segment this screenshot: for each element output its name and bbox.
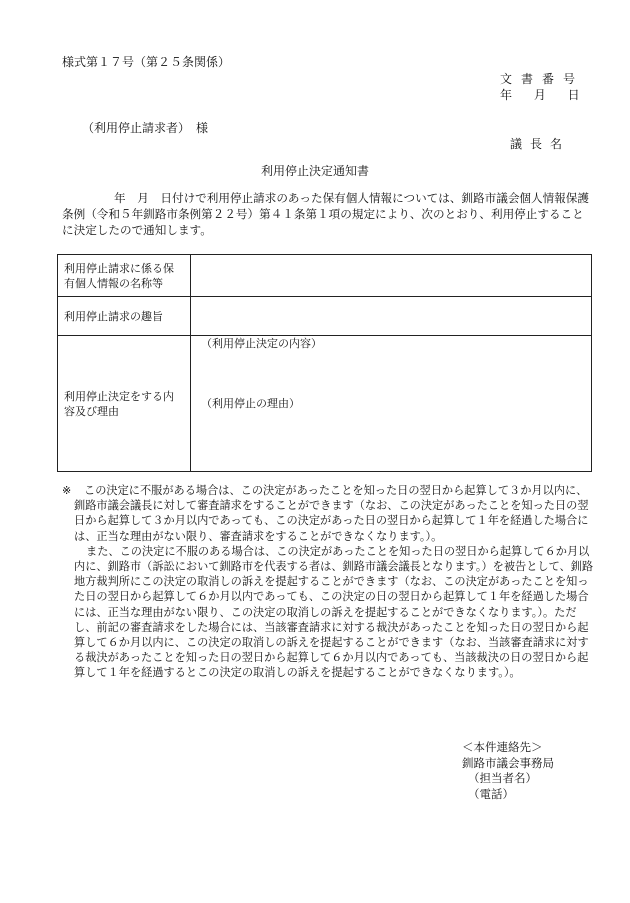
- note-paragraph-1: [62, 483, 594, 544]
- row-label-info-name: 利用停止請求に係る保有個人情報の名称等: [58, 255, 191, 297]
- value-cell-decision: [191, 336, 592, 472]
- table-row: [58, 336, 592, 472]
- note-mark: ※: [62, 484, 72, 497]
- table-row: [58, 255, 592, 297]
- contact-person: （担当者名）: [468, 771, 537, 785]
- document-title: 利用停止決定通知書: [260, 164, 369, 178]
- notes-section: [62, 483, 594, 681]
- chair-name-label: 議長名: [510, 137, 571, 151]
- value-cell-info-name: [191, 255, 592, 297]
- row-label-decision: 利用停止決定をする内容及び理由: [58, 336, 191, 472]
- intro-paragraph: 年 月 日付けで利用停止請求のあった保有個人情報については、釧路市議会個人情報保護条例（令和５年釧路市条例第２２号）第４１条第１項の規定により、次のとおり、利用停止することに決定したので通知します。: [62, 191, 589, 237]
- contact-block: [462, 740, 554, 802]
- contact-heading: ＜本件連絡先＞: [462, 740, 543, 754]
- contact-office: 釧路市議会事務局: [462, 755, 554, 770]
- note-paragraph-2: また、この決定に不服のある場合は、この決定があったことを知った日の翌日から起算して６か月以内に、釧路市（訴訟において釧路市を代表する者は、釧路市議会議長となります。）を被告として、釧路地方裁判所にこの決定の取消しの訴えを提起することができます（なお、この決定があったことを知った日の翌日から起算して６か月以内であっても、この決定の日の翌日から起算して１年を経過した場合には、正当な理由がない限り、この決定の取消しの訴えを提起することができなくなります。）。ただし、前記の審査請求をした場合には、当該審査請求に対する裁決があったことを知った日の翌日から起算して６か月以内に、この決定の取消しの訴えを提起することができます（なお、当該審査請求に対する裁決があったことを知った日の翌日から起算して６か月以内であっても、当該裁決の日の翌日から起算して１年を経過するとこの決定の取消しの訴えを提起することができなくなります。）。: [74, 544, 594, 680]
- requester-label: （利用停止請求者） 様: [82, 121, 209, 135]
- value-cell-request-purpose: [191, 297, 592, 336]
- decision-content-label: （利用停止決定の内容）: [201, 337, 322, 350]
- note-text-1: この決定に不服がある場合は、この決定があったことを知った日の翌日から起算して３か月以内に、釧路市議会議長に対して審査請求をすることができます（なお、この決定があったことを知った日の翌日から起算して３か月以内であっても、この決定があった日の翌日から起算して１年を経過した場合には、正当な理由がない限り、審査請求をすることができなくなります。）。: [74, 484, 589, 543]
- form-number: 様式第１７号（第２５条関係）: [62, 55, 231, 69]
- table-row: [58, 297, 592, 336]
- row-label-request-purpose: 利用停止請求の趣旨: [58, 297, 191, 336]
- date-label: 年 月 日: [500, 88, 580, 102]
- decision-table: [57, 254, 592, 472]
- contact-phone: （電話）: [468, 786, 514, 801]
- decision-reason-label: （利用停止の理由）: [201, 397, 300, 410]
- document-number-label: 文書番号: [500, 72, 585, 86]
